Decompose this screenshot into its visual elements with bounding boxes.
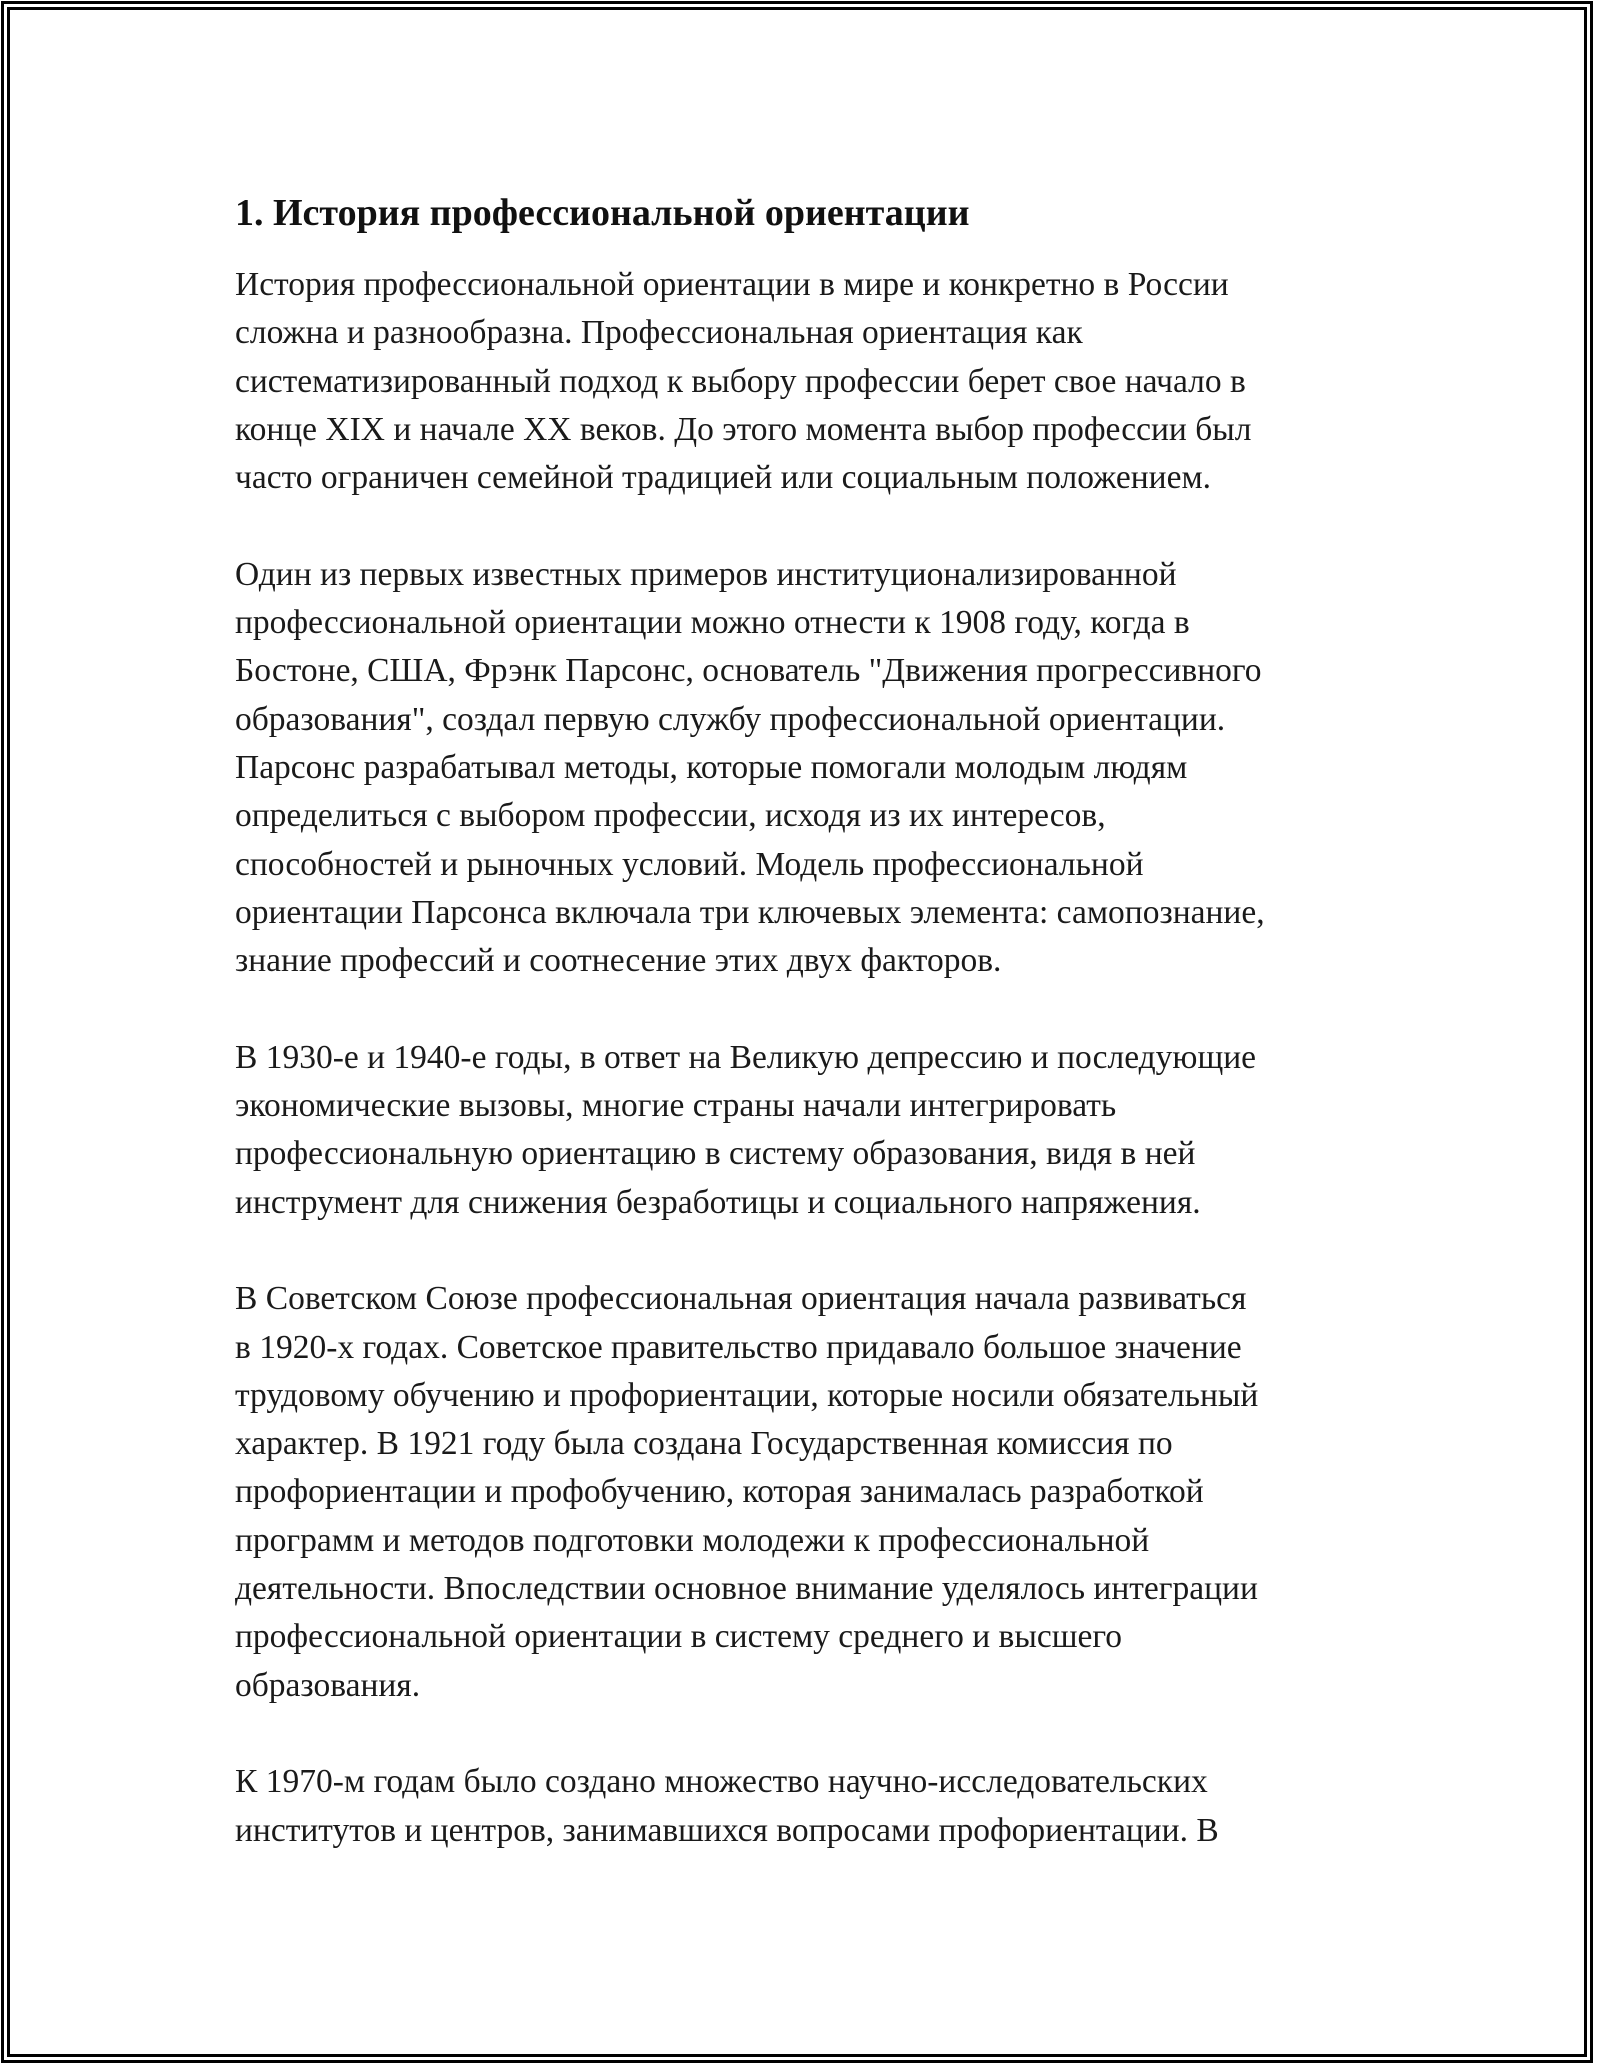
paragraph-1	[235, 261, 1385, 502]
text-line: История профессиональной ориентации в мире и конкретно в России	[235, 266, 1229, 303]
paragraph-2	[235, 551, 1385, 986]
text-line: профессиональной ориентации можно отнести к 1908 году, когда в	[235, 604, 1190, 642]
paragraph-4	[235, 1275, 1385, 1710]
section-heading: 1. История профессиональной ориентации	[235, 192, 970, 234]
text-line: трудовому обучению и профориентации, которые носили обязательный	[235, 1376, 1259, 1414]
text-line: Парсонс разрабатывал методы, которые помогали молодым людям	[235, 748, 1188, 786]
text-line: В Советском Союзе профессиональная ориентация начала развиваться	[235, 1280, 1247, 1318]
text-line: В 1930-е и 1940-е годы, в ответ на Великую депрессию и последующие	[235, 1038, 1257, 1076]
text-line: Бостоне, США, Фрэнк Парсонс, основатель "Движения прогрессивного	[235, 652, 1262, 690]
text-line: институтов и центров, занимавшихся вопросами профориентации. В	[235, 1811, 1219, 1849]
text-line: К 1970-м годам было создано множество научно-исследовательских	[235, 1763, 1208, 1801]
text-line: сложна и разнообразна. Профессиональная ориентация как	[235, 314, 1083, 352]
text-line: профориентации и профобучению, которая занималась разработкой	[235, 1473, 1204, 1511]
text-line: знание профессий и соотнесение этих двух факторов.	[235, 942, 1002, 980]
text-line: образования.	[235, 1666, 421, 1704]
text-line: программ и методов подготовки молодежи к профессиональной	[235, 1521, 1150, 1559]
text-line: профессиональной ориентации в систему среднего и высшего	[235, 1618, 1123, 1656]
text-line: систематизированный подход к выбору профессии берет свое начало в	[235, 362, 1246, 400]
text-line: ориентации Парсонса включала три ключевых элемента: самопознание,	[235, 893, 1265, 931]
text-line: образования", создал первую службу профессиональной ориентации.	[235, 700, 1226, 738]
text-line: в 1920-х годах. Советское правительство придавало большое значение	[235, 1328, 1242, 1366]
text-line: профессиональную ориентацию в систему образования, видя в ней	[235, 1135, 1196, 1173]
text-line: конце XIX и начале XX веков. До этого момента выбор профессии был	[235, 410, 1252, 448]
text-line: характер. В 1921 году была создана Государственная комиссия по	[235, 1425, 1173, 1463]
document-body	[235, 185, 1385, 1903]
text-line: экономические вызовы, многие страны начали интегрировать	[235, 1087, 1117, 1125]
paragraph-5	[235, 1758, 1385, 1855]
text-line: определиться с выбором профессии, исходя из их интересов,	[235, 797, 1106, 835]
text-line: способностей и рыночных условий. Модель профессиональной	[235, 845, 1144, 883]
text-line: часто ограничен семейной традицией или социальным положением.	[235, 459, 1212, 497]
text-line: инструмент для снижения безработицы и социального напряжения.	[235, 1183, 1201, 1221]
text-line: деятельности. Впоследствии основное внимание уделялось интеграции	[235, 1570, 1258, 1608]
text-line: Один из первых известных примеров институционализированной	[235, 555, 1177, 593]
paragraph-3	[235, 1034, 1385, 1227]
